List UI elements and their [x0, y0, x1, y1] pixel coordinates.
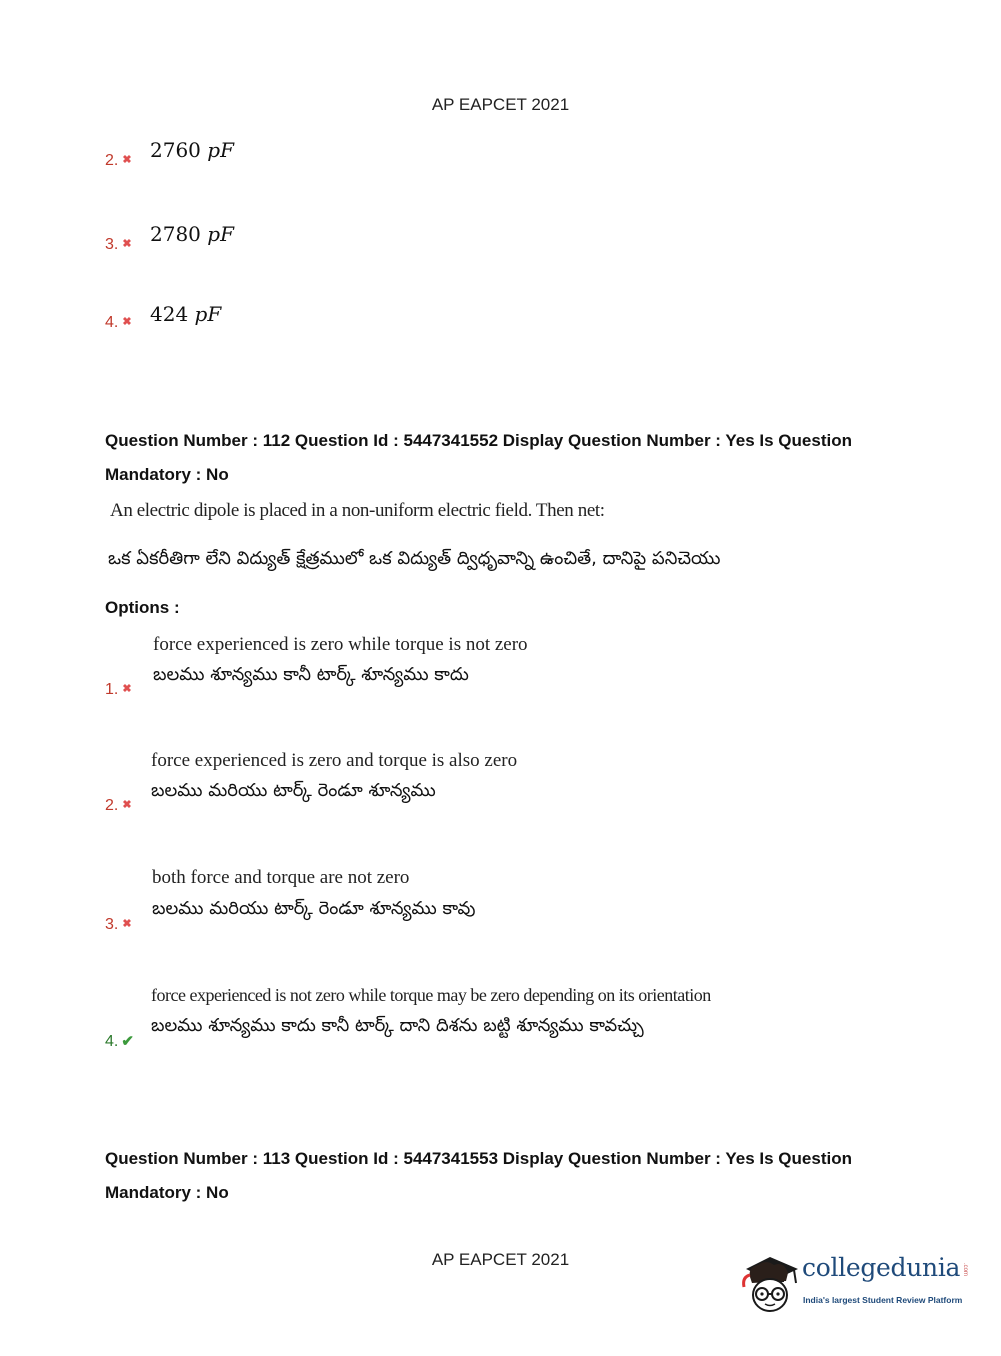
correct-check-icon: ✔ — [121, 1033, 134, 1050]
options-label: Options : — [105, 598, 180, 617]
student-mascot-icon — [740, 1247, 802, 1319]
logo-suffix: .com — [962, 1263, 968, 1277]
option-value: 2760 pF — [150, 138, 234, 162]
question-113-meta-line1: Question Number : 113 Question Id : 5447341553 Display Question Number : Yes Is Question — [105, 1149, 852, 1168]
option-value: 2780 pF — [150, 222, 234, 246]
question-113-meta-line2: Mandatory : No — [105, 1183, 229, 1202]
option-1[interactable] — [105, 634, 905, 704]
wrong-mark-icon: ✖ — [122, 918, 132, 930]
wrong-mark-icon: ✖ — [122, 316, 132, 328]
question-112-meta-line1: Question Number : 112 Question Id : 5447341552 Display Question Number : Yes Is Question — [105, 431, 852, 450]
option-3[interactable] — [105, 867, 905, 937]
option-number: 2. ✖ — [105, 152, 132, 169]
option-number: 2. ✖ — [105, 797, 132, 814]
option-2-text-en: force experienced is zero and torque is also zero — [151, 750, 518, 771]
option-value: 424 pF — [150, 302, 222, 326]
option-number: 3. ✖ — [105, 236, 132, 253]
option-3-text-en: both force and torque are not zero — [152, 867, 410, 888]
option-number: 1. ✖ — [105, 681, 132, 698]
collegedunia-logo — [740, 1247, 975, 1319]
option-number: 3. ✖ — [105, 916, 132, 933]
logo-name: collegedunia — [802, 1253, 961, 1282]
question-112-meta-line2: Mandatory : No — [105, 465, 229, 484]
page-header: AP EAPCET 2021 — [431, 95, 570, 114]
option-1-text-te: బలము శూన్యము కానీ టార్క్ శూన్యము కాదు — [153, 664, 469, 685]
option-4-text-en: force experienced is not zero while torque may be zero depending on its orientation — [151, 985, 711, 1005]
option-1-text-en: force experienced is zero while torque is not zero — [153, 634, 528, 655]
wrong-mark-icon: ✖ — [122, 238, 132, 250]
page-footer: AP EAPCET 2021 — [431, 1250, 570, 1269]
wrong-mark-icon: ✖ — [122, 683, 132, 695]
option-number: 4. ✔ — [105, 1033, 134, 1050]
option-2-text-te: బలము మరియు టార్క్ రెండూ శూన్యము — [151, 780, 436, 801]
wrong-mark-icon: ✖ — [122, 154, 132, 166]
option-3-text-te: బలము మరియు టార్క్ రెండూ శూన్యము కావు — [152, 898, 476, 919]
option-4[interactable] — [105, 985, 905, 1055]
option-number: 4. ✖ — [105, 314, 132, 331]
option-4-text-te: బలము శూన్యము కాదు కానీ టార్క్ దాని దిశను బట్టి శూన్యము కావచ్చు — [151, 1015, 644, 1036]
wrong-mark-icon: ✖ — [122, 799, 132, 811]
question-112-text-te: ఒక ఏకరీతిగా లేని విద్యుత్ క్షేత్రములో ఒక విద్యుత్ ద్విధృవాన్ని ఉంచితే, దానిపై పనిచెయు — [108, 548, 721, 569]
option-2[interactable] — [105, 750, 905, 820]
question-112-text-en: An electric dipole is placed in a non-uniform electric field. Then net: — [110, 500, 605, 521]
logo-tagline: India's largest Student Review Platform — [803, 1295, 963, 1305]
